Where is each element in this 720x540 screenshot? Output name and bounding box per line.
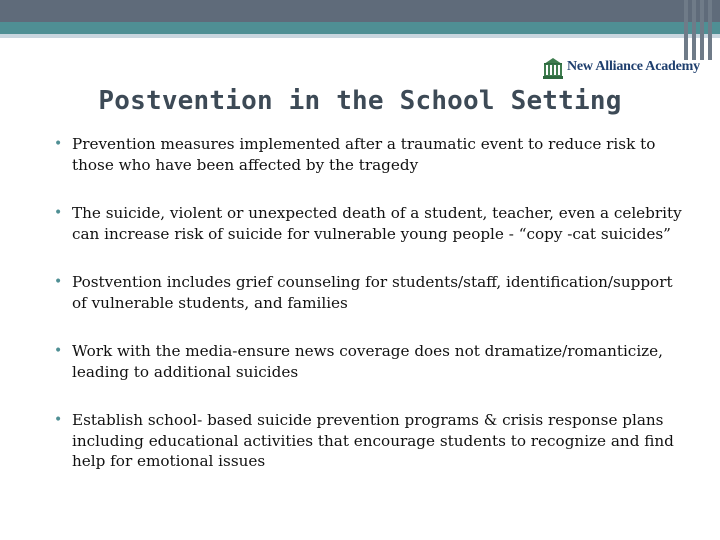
bullet-item [52,134,692,175]
bullet-text: The suicide, violent or unexpected death of a student, teacher, even a celebrity can increase risk of suicide for vulnerable young people - “copy -cat suicides” [72,204,682,243]
bullet-item [52,272,692,313]
bullet-item [52,203,692,244]
bullet-marker-icon: • [54,136,63,152]
bullet-marker-icon: • [54,205,63,221]
bullet-text: Prevention measures implemented after a traumatic event to reduce risk to those who have been affected by the tragedy [72,135,656,174]
header-band-teal [0,22,720,34]
header-band-dark [0,0,720,22]
bullet-text: Work with the media-ensure news coverage does not dramatize/romanticize, leading to additional suicides [72,342,663,381]
bullet-item [52,410,692,472]
bullet-text: Establish school- based suicide prevention programs & crisis response plans including educational activities that encourage students to recognize and find help for emotional issues [72,411,674,470]
slide-title: Postvention in the School Setting [98,86,622,116]
bullet-text: Postvention includes grief counseling for students/staff, identification/support of vulnerable students, and families [72,273,673,312]
bullet-marker-icon: • [54,412,63,428]
bullet-item [52,341,692,382]
header-band-light [0,34,720,38]
bullet-marker-icon: • [54,343,63,359]
bullet-marker-icon: • [54,274,63,290]
corner-decoration [682,0,720,60]
logo-text: New Alliance Academy [567,59,700,74]
school-building-icon [542,55,564,79]
bullet-list [52,134,692,472]
school-logo [542,54,700,80]
